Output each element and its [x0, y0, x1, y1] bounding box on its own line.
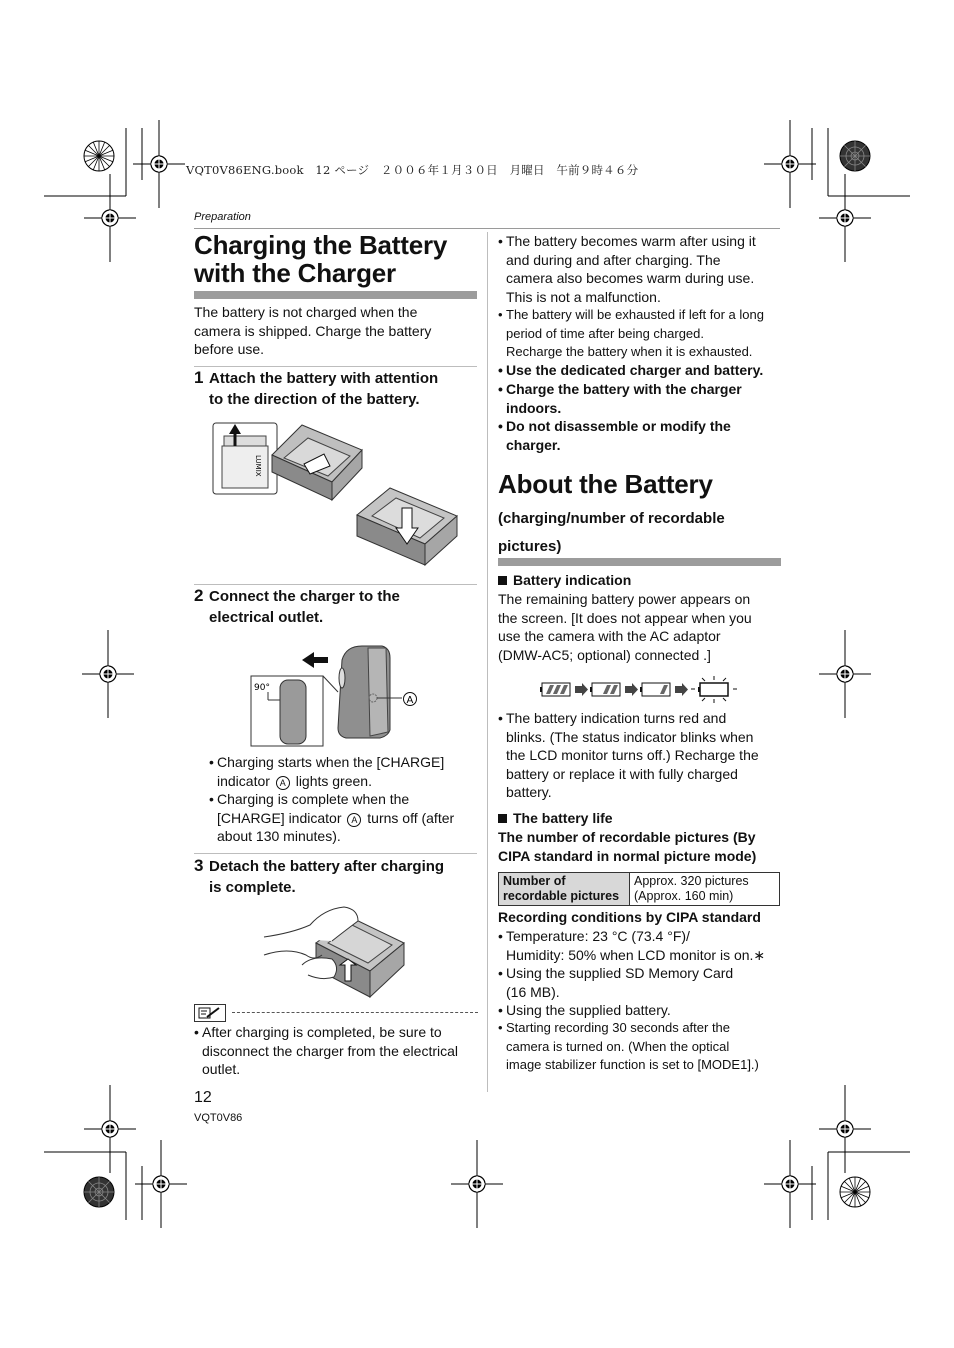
- title-underline: [194, 291, 477, 299]
- about-battery-subtitle: (charging/number of recordable pictures): [498, 510, 725, 555]
- memo-icon: [194, 1004, 226, 1022]
- step-number: 2: [194, 586, 204, 605]
- arrow-icon: [625, 683, 638, 696]
- step-3: 3 Detach the battery after charging is complete.: [194, 856, 445, 896]
- battery-remove-illustration: [262, 903, 412, 1003]
- battery-indication-text: The remaining battery power appears on the screen. [It does not appear when you use the camera with the AC adaptor (DMW-AC5; optional) connected .]: [498, 591, 752, 663]
- indicator-marker: A: [276, 776, 290, 790]
- divider: [194, 853, 477, 854]
- battery-empty-blinking-icon: [691, 676, 737, 703]
- intro-text: The battery is not charged when the camera is shipped. Charge the battery before use.: [194, 304, 432, 358]
- recordable-pictures-table: [498, 872, 780, 906]
- about-underline: [498, 558, 781, 566]
- step-number: 3: [194, 856, 204, 875]
- page-title-line1: Charging the Battery: [194, 230, 448, 260]
- doc-code: VQT0V86: [194, 1112, 243, 1124]
- battery-medium-icon: [590, 683, 620, 696]
- arrow-icon: [575, 683, 588, 696]
- divider: [194, 366, 477, 367]
- battery-insert-illustration: [212, 420, 462, 580]
- section-label: Preparation: [194, 211, 251, 223]
- print-header: VQT0V86ENG.book 12 ページ ２００６年１月３０日 月曜日 午前９時４６分: [186, 163, 639, 177]
- charger-outlet-illustration: [250, 640, 430, 750]
- table-value-cell: Approx. 320 pictures (Approx. 160 min): [630, 873, 780, 906]
- conditions-heading: Recording conditions by CIPA standard: [498, 909, 761, 925]
- about-battery-title: About the Battery: [498, 469, 713, 499]
- note-dashed-rule: [232, 1012, 478, 1013]
- square-bullet-icon: [498, 814, 507, 823]
- arrow-icon: [675, 683, 688, 696]
- top-rule: [194, 228, 780, 229]
- table-row: [499, 873, 780, 906]
- battery-indication-heading: Battery indication: [498, 572, 631, 588]
- battery-life-heading: The battery life: [498, 810, 613, 826]
- battery-low-icon: [640, 683, 670, 696]
- lumix-label: LUMIX: [254, 455, 262, 477]
- page-title: [194, 231, 447, 287]
- indicator-marker: A: [347, 813, 361, 827]
- square-bullet-icon: [498, 576, 507, 585]
- battery-full-icon: [540, 683, 570, 696]
- step-1: 1 Attach the battery with attention to the direction of the battery.: [194, 368, 439, 408]
- angle-label: 90°: [254, 683, 270, 693]
- step-2: 2 Connect the charger to the electrical outlet.: [194, 586, 400, 626]
- page-title-line2: with the Charger: [194, 258, 396, 288]
- table-header-cell: Number of recordable pictures: [499, 873, 630, 906]
- battery-life-subheading: The number of recordable pictures (By CIPA standard in normal picture mode): [498, 829, 757, 864]
- indicator-marker: A: [406, 695, 414, 706]
- battery-levels-graphic: [540, 676, 740, 704]
- column-divider: [487, 232, 488, 1092]
- divider: [194, 584, 477, 585]
- step-number: 1: [194, 368, 204, 387]
- page-number: 12: [194, 1089, 212, 1106]
